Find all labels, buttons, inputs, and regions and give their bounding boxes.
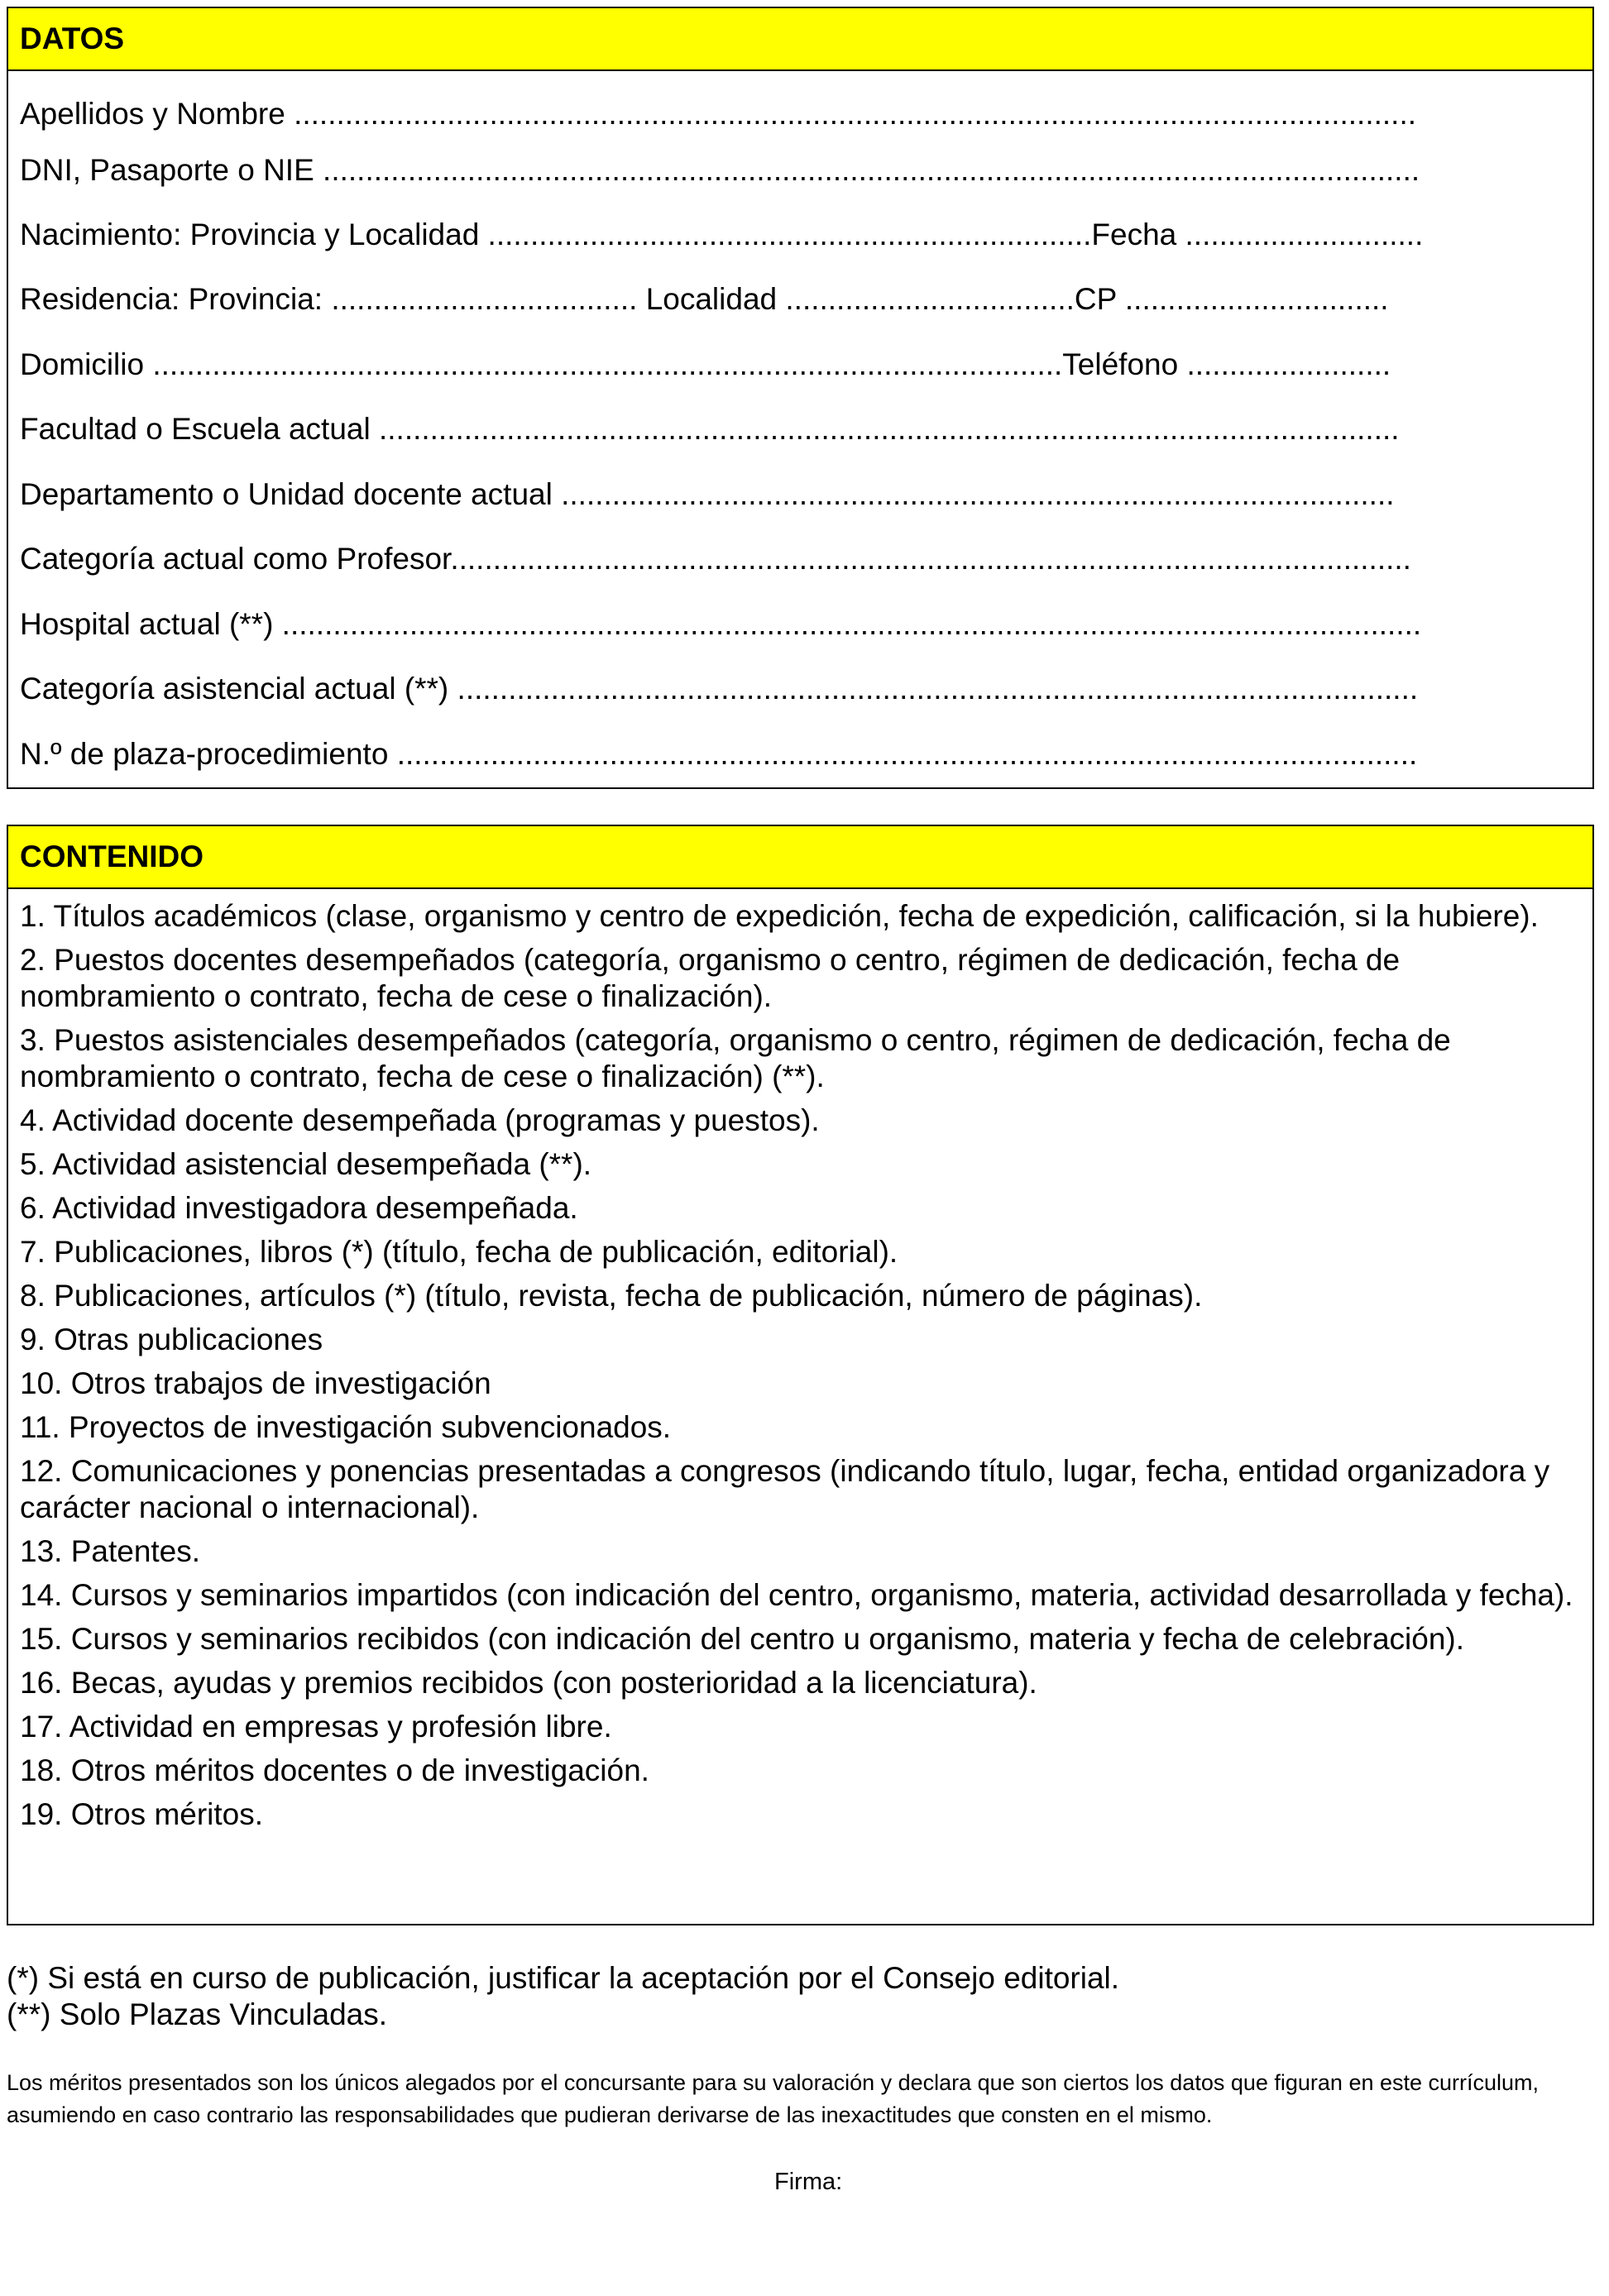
list-item: 11. Proyectos de investigación subvencionados. <box>20 1410 672 1444</box>
contenido-list <box>20 891 1575 1833</box>
list-item: 9. Otras publicaciones <box>20 1323 323 1356</box>
field-hospital: Hospital actual (**) ...................................................................................................................................... <box>20 607 1422 641</box>
list-item: 16. Becas, ayudas y premios recibidos (con posterioridad a la licenciatura). <box>20 1666 1037 1700</box>
contenido-header: CONTENIDO <box>8 826 1592 889</box>
list-item: 17. Actividad en empresas y profesión libre. <box>20 1710 612 1744</box>
list-item: 8. Publicaciones, artículos (*) (título, revista, fecha de publicación, número de páginas). <box>20 1279 1203 1313</box>
list-item: 14. Cursos y seminarios impartidos (con indicación del centro, organismo, materia, actividad desarrollada y fecha). <box>20 1578 1573 1612</box>
footnote-publicacion: (*) Si está en curso de publicación, justificar la aceptación por el Consejo editorial. <box>7 1961 1120 1995</box>
list-item: 1. Títulos académicos (clase, organismo y centro de expedición, fecha de expedición, calificación, si la hubiere). <box>20 899 1539 933</box>
declaration-text: Los méritos presentados son los únicos alegados por el concursante para su valoración y declara que son ciertos los datos que figuran en este currículum, asumiendo en caso contrario las responsabilidades que pudieran derivarse de las inexactitudes que consten en el mismo. <box>7 2070 1540 2127</box>
field-departamento: Departamento o Unidad docente actual .................................................................................................. <box>20 477 1395 511</box>
list-item: 18. Otros méritos docentes o de investigación. <box>20 1753 649 1787</box>
list-item: 4. Actividad docente desempeñada (programas y puestos). <box>20 1103 820 1137</box>
field-facultad: Facultad o Escuela actual ........................................................................................................................ <box>20 412 1400 446</box>
list-item: 15. Cursos y seminarios recibidos (con indicación del centro u organismo, materia y fecha de celebración). <box>20 1622 1465 1656</box>
field-domicilio: Domicilio ...........................................................................................................Teléfono ........................ <box>20 347 1391 381</box>
list-item: 2. Puestos docentes desempeñados (categoría, organismo o centro, régimen de dedicación, fecha de nombramiento o contrato, fecha de cese o finalización). <box>20 943 1401 1013</box>
list-item: 13. Patentes. <box>20 1534 201 1568</box>
datos-section <box>7 7 1594 789</box>
field-residencia: Residencia: Provincia: .................................... Localidad ..................................CP ............................... <box>20 282 1389 316</box>
list-item: 6. Actividad investigadora desempeñada. <box>20 1191 578 1225</box>
datos-header: DATOS <box>8 8 1592 71</box>
list-item: 7. Publicaciones, libros (*) (título, fecha de publicación, editorial). <box>20 1235 898 1269</box>
contenido-section <box>7 825 1594 1925</box>
footnote-plazas-vinculadas: (**) Solo Plazas Vinculadas. <box>7 1997 388 2031</box>
field-dni: DNI, Pasaporte o NIE ................................................................................................................................. <box>20 153 1420 187</box>
field-categoria-profesor: Categoría actual como Profesor................................................................................................................. <box>20 542 1411 576</box>
list-item: 12. Comunicaciones y ponencias presentadas a congresos (indicando título, lugar, fecha, entidad organizadora y carácter nacional o internacional). <box>20 1454 1550 1524</box>
field-apellidos-nombre: Apellidos y Nombre .................................................................................................................................... <box>20 97 1417 131</box>
list-item: 10. Otros trabajos de investigación <box>20 1366 491 1400</box>
list-item: 5. Actividad asistencial desempeñada (**). <box>20 1147 592 1181</box>
field-nacimiento: Nacimiento: Provincia y Localidad .......................................................................Fecha ............................ <box>20 218 1424 251</box>
signature-label: Firma: <box>774 2169 843 2195</box>
field-categoria-asistencial: Categoría asistencial actual (**) ................................................................................................................. <box>20 672 1419 706</box>
field-plaza-procedimiento: N.º de plaza-procedimiento ........................................................................................................................ <box>20 737 1418 771</box>
list-item: 19. Otros méritos. <box>20 1797 264 1831</box>
list-item: 3. Puestos asistenciales desempeñados (categoría, organismo o centro, régimen de dedicación, fecha de nombramiento o contrato, fecha de cese o finalización) (**). <box>20 1023 1451 1093</box>
